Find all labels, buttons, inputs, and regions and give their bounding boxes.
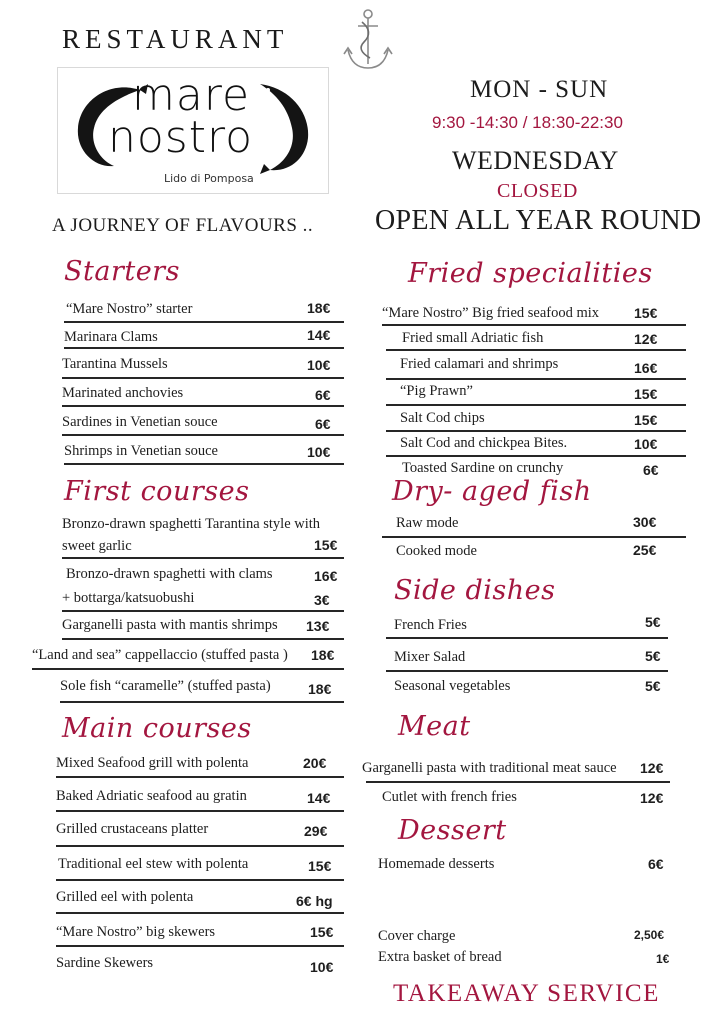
section-title-meat: Meat bbox=[398, 711, 471, 742]
menu-item-name: Traditional eel stew with polenta bbox=[58, 856, 249, 872]
menu-item-name: Fried calamari and shrimps bbox=[400, 356, 559, 372]
section-title-dry-aged-fish: Dry- aged fish bbox=[392, 476, 592, 507]
menu-item-name: Marinated anchovies bbox=[62, 385, 184, 401]
menu-item-name: “Mare Nostro” big skewers bbox=[56, 924, 216, 940]
divider-line bbox=[62, 610, 344, 612]
menu-item-name: Grilled eel with polenta bbox=[56, 889, 194, 905]
menu-item-name: Tarantina Mussels bbox=[62, 356, 168, 372]
cover-charge-label: Cover charge bbox=[378, 928, 456, 944]
menu-item-price: 20€ bbox=[303, 755, 327, 771]
section-title-first-courses: First courses bbox=[64, 476, 250, 507]
divider-line bbox=[56, 879, 344, 881]
closed-day: WEDNESDAY bbox=[452, 146, 619, 175]
menu-item-name: Raw mode bbox=[396, 515, 459, 531]
menu-item-price: 6€ bbox=[643, 462, 659, 478]
menu-item-name: + bottarga/katsuobushi bbox=[62, 590, 195, 606]
menu-item-price: 16€ bbox=[314, 568, 338, 584]
menu-item-price: 18€ bbox=[308, 681, 332, 697]
menu-item-price: 15€ bbox=[310, 924, 334, 940]
menu-item-name: Bronzo-drawn spaghetti with clams bbox=[66, 566, 273, 582]
menu-item-name: “Land and sea” cappellaccio (stuffed pasta ) bbox=[32, 647, 288, 663]
section-title-dessert: Dessert bbox=[398, 815, 507, 846]
menu-item-name: Mixed Seafood grill with polenta bbox=[56, 755, 249, 771]
menu-item-price: 18€ bbox=[307, 300, 331, 316]
menu-item-price: 15€ bbox=[634, 305, 658, 321]
section-title-main-courses: Main courses bbox=[62, 713, 252, 744]
menu-item-price: 10€ bbox=[310, 959, 334, 975]
section-title-fried-specialities: Fried specialities bbox=[408, 258, 653, 289]
divider-line bbox=[386, 404, 686, 406]
menu-item-name: Sardine Skewers bbox=[56, 955, 154, 971]
divider-line bbox=[386, 349, 686, 351]
menu-item-name: Homemade desserts bbox=[378, 856, 495, 872]
takeaway-service: TAKEAWAY SERVICE bbox=[393, 980, 660, 1007]
divider-line bbox=[56, 945, 344, 947]
divider-line bbox=[386, 637, 668, 639]
menu-item-price: 14€ bbox=[307, 327, 331, 343]
restaurant-heading: RESTAURANT bbox=[62, 24, 289, 54]
menu-item-price: 6€ bbox=[648, 856, 664, 872]
extra-bread-price: 1€ bbox=[656, 952, 670, 966]
menu-item-name: Sardines in Venetian souce bbox=[62, 414, 218, 430]
menu-item-price: 3€ bbox=[314, 592, 330, 608]
divider-line bbox=[386, 378, 686, 380]
menu-item-name: Cooked mode bbox=[396, 543, 477, 559]
menu-item-price: 13€ bbox=[306, 618, 330, 634]
closed-label: CLOSED bbox=[497, 180, 578, 202]
opening-days: MON - SUN bbox=[470, 76, 609, 103]
menu-item-name: Baked Adriatic seafood au gratin bbox=[56, 788, 247, 804]
menu-item-name: Seasonal vegetables bbox=[394, 678, 511, 694]
menu-item-name: Toasted Sardine on crunchy bbox=[402, 460, 564, 476]
section-title-side-dishes: Side dishes bbox=[394, 575, 556, 606]
menu-item-name: Salt Cod and chickpea Bites. bbox=[400, 435, 568, 451]
menu-item-name-continued: sweet garlic bbox=[62, 538, 132, 554]
divider-line bbox=[64, 321, 344, 323]
menu-item-price: 10€ bbox=[307, 357, 331, 373]
cover-charge-price: 2,50€ bbox=[634, 928, 665, 942]
menu-item-price: 5€ bbox=[645, 614, 661, 630]
menu-item-name: Garganelli pasta with mantis shrimps bbox=[62, 617, 278, 633]
menu-item-price: 5€ bbox=[645, 648, 661, 664]
logo-subtitle: Lido di Pomposa bbox=[164, 172, 254, 185]
divider-line bbox=[62, 434, 344, 436]
menu-item-price: 15€ bbox=[314, 537, 338, 553]
divider-line bbox=[64, 347, 344, 349]
menu-item-price: 30€ bbox=[633, 514, 657, 530]
divider-line bbox=[56, 810, 344, 812]
menu-item-price: 18€ bbox=[311, 647, 335, 663]
divider-line bbox=[386, 455, 686, 457]
logo-name-line2: nostro bbox=[108, 112, 254, 163]
anchor-icon bbox=[342, 6, 394, 76]
menu-item-name: “Mare Nostro” starter bbox=[66, 301, 193, 317]
menu-item-price: 25€ bbox=[633, 542, 657, 558]
menu-item-name: Salt Cod chips bbox=[400, 410, 485, 426]
section-title-starters: Starters bbox=[64, 256, 180, 287]
divider-line bbox=[382, 324, 686, 326]
menu-item-name: Bronzo-drawn spaghetti Tarantina style with bbox=[62, 516, 321, 532]
menu-item-name: Grilled crustaceans platter bbox=[56, 821, 209, 837]
fish-icon bbox=[246, 78, 316, 174]
menu-item-name: Mixer Salad bbox=[394, 649, 466, 665]
divider-line bbox=[56, 845, 344, 847]
menu-item-price: 5€ bbox=[645, 678, 661, 694]
menu-item-price: 16€ bbox=[634, 360, 658, 376]
menu-item-name: “Mare Nostro” Big fried seafood mix bbox=[382, 305, 600, 321]
divider-line bbox=[56, 776, 344, 778]
menu-item-price: 15€ bbox=[308, 858, 332, 874]
menu-item-price: 10€ bbox=[634, 436, 658, 452]
menu-item-price: 29€ bbox=[304, 823, 328, 839]
menu-item-name: “Pig Prawn” bbox=[400, 383, 473, 399]
divider-line bbox=[62, 377, 344, 379]
divider-line bbox=[62, 557, 344, 559]
menu-item-price: 6€ hg bbox=[296, 893, 333, 909]
menu-item-name: Sole fish “caramelle” (stuffed pasta) bbox=[60, 678, 271, 694]
divider-line bbox=[366, 781, 670, 783]
menu-item-price: 10€ bbox=[307, 444, 331, 460]
menu-item-price: 12€ bbox=[634, 331, 658, 347]
logo bbox=[57, 67, 329, 194]
divider-line bbox=[62, 638, 344, 640]
logo-name-line1: mare bbox=[132, 70, 251, 121]
divider-line bbox=[60, 701, 344, 703]
menu-item-name: Shrimps in Venetian souce bbox=[64, 443, 218, 459]
menu-item-name: Garganelli pasta with traditional meat sauce bbox=[362, 760, 617, 776]
divider-line bbox=[386, 430, 686, 432]
open-all-year: OPEN ALL YEAR ROUND bbox=[375, 205, 702, 236]
divider-line bbox=[386, 670, 668, 672]
menu-item-name: French Fries bbox=[394, 617, 467, 633]
divider-line bbox=[382, 536, 686, 538]
divider-line bbox=[64, 463, 344, 465]
menu-item-price: 12€ bbox=[640, 760, 664, 776]
menu-item-price: 14€ bbox=[307, 790, 331, 806]
menu-item-name: Marinara Clams bbox=[64, 329, 158, 345]
menu-item-price: 6€ bbox=[315, 416, 331, 432]
menu-item-name: Cutlet with french fries bbox=[382, 789, 517, 805]
menu-item-price: 12€ bbox=[640, 790, 664, 806]
divider-line bbox=[62, 405, 344, 407]
menu-item-price: 6€ bbox=[315, 387, 331, 403]
menu-item-price: 15€ bbox=[634, 412, 658, 428]
divider-line bbox=[56, 912, 344, 914]
extra-bread-label: Extra basket of bread bbox=[378, 949, 502, 965]
menu-item-name: Fried small Adriatic fish bbox=[402, 330, 544, 346]
menu-item-price: 15€ bbox=[634, 386, 658, 402]
divider-line bbox=[32, 668, 344, 670]
tagline: A JOURNEY OF FLAVOURS .. bbox=[52, 215, 314, 236]
opening-hours: 9:30 -14:30 / 18:30-22:30 bbox=[432, 113, 623, 132]
